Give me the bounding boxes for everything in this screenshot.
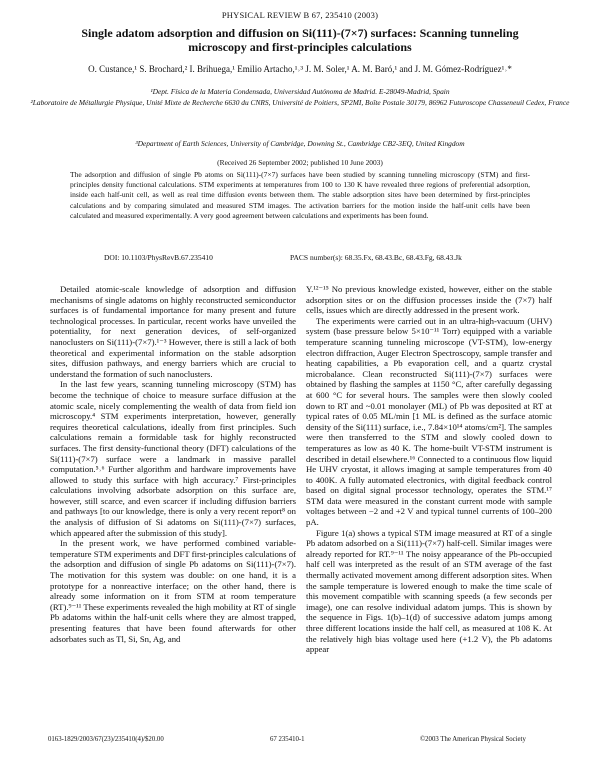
paragraph: Y.¹²⁻¹⁵ No previous knowledge existed, however, either on the stable adsorption sites or on the diffusion processes inside the (7×7) half cells, issues which are directly addressed in the present work. [306, 284, 552, 316]
left-column [50, 284, 296, 644]
pacs-numbers: PACS number(s): 68.35.Fx, 68.43.Bc, 68.43.Fg, 68.43.Jk [290, 253, 462, 262]
footer-issn: 0163-1829/2003/67(23)/235410(4)/$20.00 [48, 736, 164, 743]
doi: DOI: 10.1103/PhysRevB.67.235410 [104, 253, 213, 262]
right-column [306, 284, 552, 655]
received-dates: (Received 26 September 2002; published 10 June 2003) [217, 158, 383, 167]
affiliation-1: ¹Dept. Física de la Materia Condensada, Universidad Autónoma de Madrid. E-28049-Madrid, Spain [150, 87, 450, 96]
paragraph: In the present work, we have performed combined variable-temperature STM experiments and DFT first-principles calculations of the adsorption and diffusion of single Pb adatoms on Si(111)-(7×7). The motivation for this system was double: on one hand, it is a prototype for a nonreactive interface; on the other hand, there is already some information on it from STM at room temperature (RT).⁹⁻¹¹ These experiments revealed the high mobility at RT of single Pb adatoms within the half-unit cells where they are almost trapped, presenting features that have been found afterwards for other adsorbates such as Tl, Si, Sn, Ag, and [50, 538, 296, 644]
footer-copyright: ©2003 The American Physical Society [420, 736, 526, 743]
affiliation-2: ²Laboratoire de Métallurgie Physique, Unité Mixte de Recherche 6630 du CNRS, Université de Poitiers, SP2MI, Boîte Postale 30179, 86962 Futuroscope Chasseneuil Cedex, France [30, 98, 570, 107]
author-list: O. Custance,¹ S. Brochard,² I. Brihuega,¹ Emilio Artacho,¹˒³ J. M. Soler,¹ A. M. Baró,¹ and J. M. Gómez-Rodríguez¹˒* [88, 64, 512, 74]
paragraph: Figure 1(a) shows a typical STM image measured at RT of a single Pb adatom adsorbed on a Si(111)-(7×7) half-cell. Similar images were already reported for RT.⁹⁻¹¹ The noisy appearance of the Pb-occupied half cell was interpreted as the result of an STM average of the fast thermally activated movement among different adsorption sites. When the sample temperature is lowered enough to make the time scale of this movement compatible with scanning speeds (a few seconds per image), one can resolve individual adatom jumps. This is shown by the sequence in Figs. 1(b)–1(d) of successive adatom jumps among three different locations inside the half cell, as measured at 108 K. At the relatively high bias voltage used here (+1.2 V), the Pb adatoms appear [306, 527, 552, 655]
footer-page: 67 235410-1 [270, 736, 305, 743]
abstract: The adsorption and diffusion of single Pb atoms on Si(111)-(7×7) surfaces have been studied by scanning tunneling microscopy (STM) and first-principles density functional calculations. STM experiments at temperatures from 100 to 130 K have revealed three regions of preferential adsorption, inside each half-unit cell, as well as real time diffusion events between them. The stable adsorption sites have been determined by first-principles calculations and by comparing simulated and measured STM images. The activation barriers for the motion inside the half-unit cells have been calculated and measured experimentally. A very good agreement between calculations and experiments has been found. [70, 170, 530, 220]
paragraph: Detailed atomic-scale knowledge of adsorption and diffusion mechanisms of single adatoms on highly reconstructed semiconductor surfaces is of fundamental importance for many present and future technological processes. In particular, recent works have unveiled the potentiality, for next generation devices, of self-organized nanoclusters on Si(111)-(7×7).¹⁻³ However, there is still a lack of both theoretical and experimental information on the stable adsorption sites, diffusion pathways, and energy barriers which are crucial to understand the formation of such nanoclusters. [50, 284, 296, 379]
paragraph: In the last few years, scanning tunneling microscopy (STM) has become the technique of choice to measure surface diffusion at the atomic scale, nicely complementing the wealth of data from field ion microscopy.⁴ STM experiments interpretation, however, generally requires theoretical calculations, ideally from first principles. Such calculations remain a formidable task for highly reconstructed surfaces. The first density-functional theory (DFT) calculations of the Si(111)-(7×7) surface were a landmark in massive parallel computation.⁵˒⁶ Further algorithm and hardware improvements have allowed to study this surface with high accuracy.⁷ First-principles calculations involving adsorbate adsorption on this surface are, however, still scarce, and even scarcer if including diffusion barriers and pathways [to our knowledge, there is only a very recent report⁸ on the analysis of diffusion of Si adatoms on Si(111)-(7×7) surfaces, which appeared after the submission of this study]. [50, 379, 296, 538]
affiliation-3: ³Department of Earth Sciences, University of Cambridge, Downing St., Cambridge CB2-3EQ, United Kingdom [135, 139, 465, 148]
journal-header: PHYSICAL REVIEW B 67, 235410 (2003) [221, 10, 379, 20]
paragraph: The experiments were carried out in an ultra-high-vacuum (UHV) system (base pressure below 5×10⁻¹¹ Torr) equipped with a variable temperature scanning tunneling microscope (VT-STM), low-energy electron diffraction, Auger Electron Spectroscopy, sample transfer and heating capabilities, a Pb evaporation cell, and a quartz crystal microbalance. Clean reconstructed Si(111)-(7×7) surfaces were obtained by flashing the samples at 1150 °C, after carefully degassing at 600 °C for several hours. The samples were then slowly cooled down to RT and ~0.01 monolayer (ML) of Pb was deposited at RT at typical rates of 0.05 ML/min [1 ML is defined as the surface atomic density of the Si(111) surface, i.e., 7.84×10¹⁴ atoms/cm²]. The samples were then transferred to the STM and slowly cooled down to temperatures as low as 40 K. The home-built VT-STM instrument is described in detail elsewhere.¹⁶ Connected to a continuous flow liquid He UHV cryostat, it allows imaging at sample temperatures from 40 to 400K. A fully automated electronics, with digital feedback control based on digital signal processor technology, operates the STM.¹⁷ STM data were measured in the constant current mode with sample voltages between −2 and +2 V and typical tunnel currents of 100–200 pA. [306, 315, 552, 528]
paper-title: Single adatom adsorption and diffusion on Si(111)-(7×7) surfaces: Scanning tunneling microscopy and first-principles calculations [81, 26, 519, 54]
